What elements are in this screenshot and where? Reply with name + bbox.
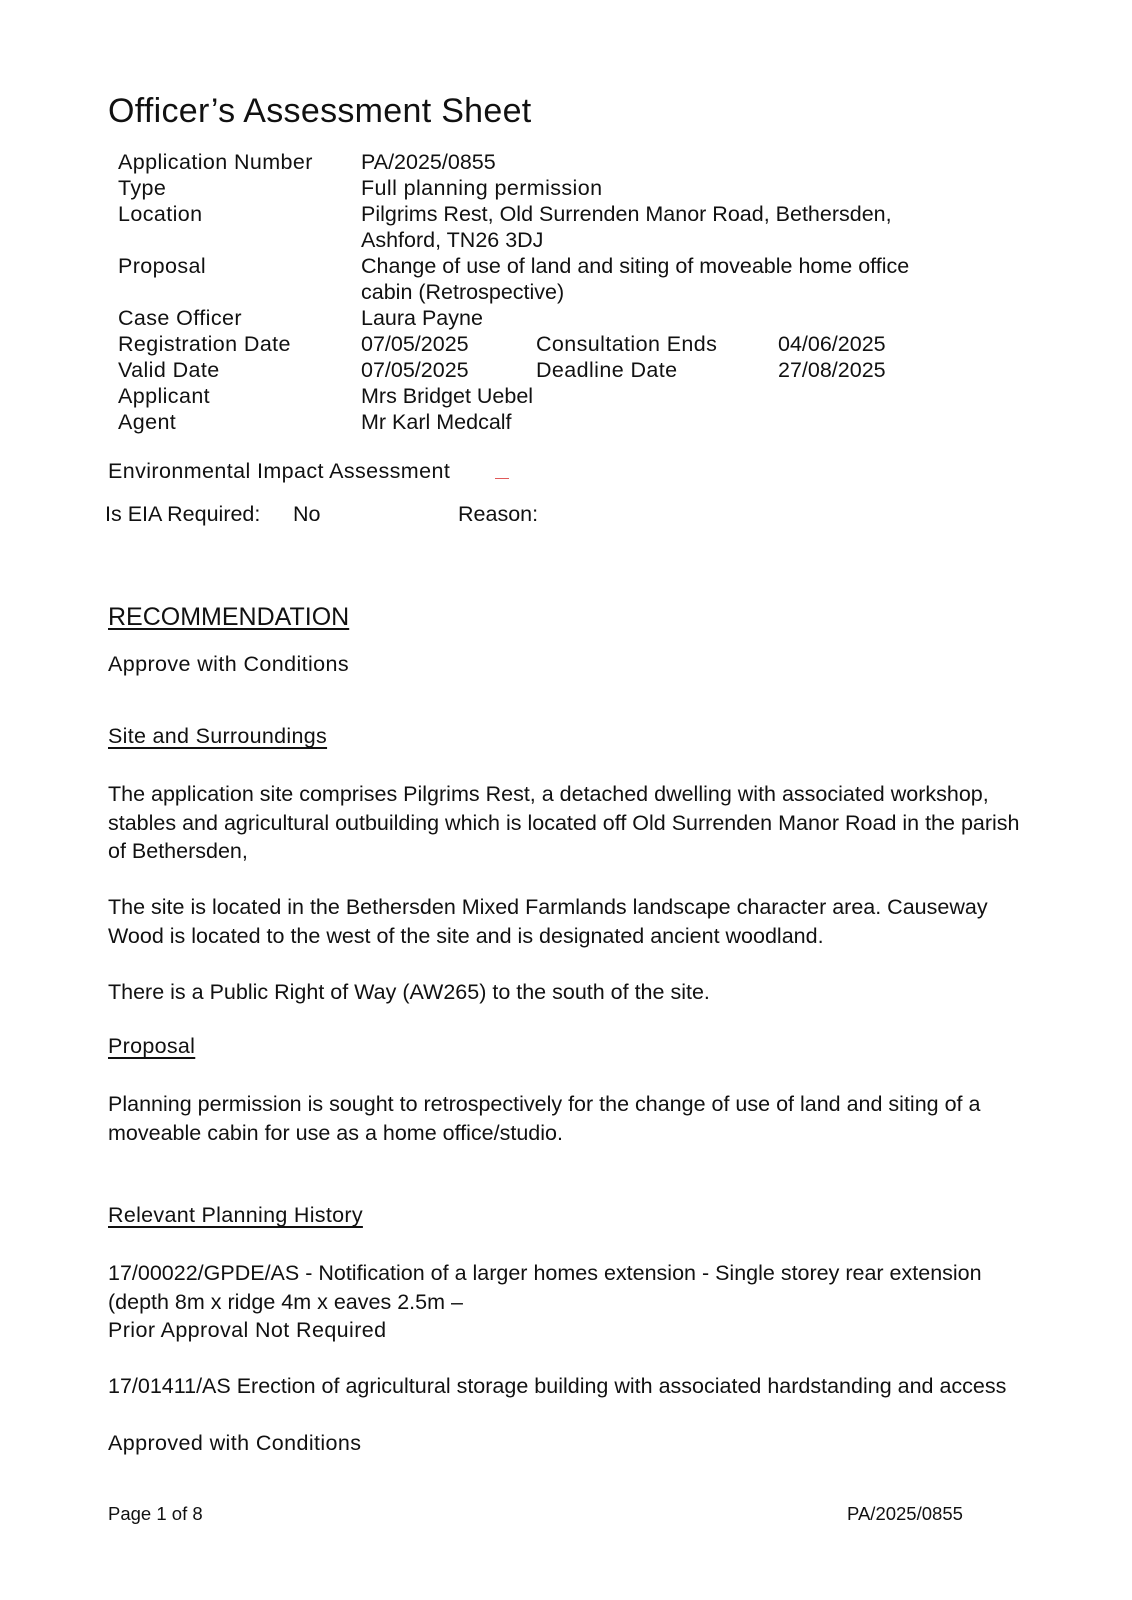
type-label: Type <box>118 176 167 200</box>
history-item-status: Approved with Conditions <box>108 1431 362 1455</box>
proposal-heading: Proposal <box>108 1034 196 1058</box>
eia-heading: Environmental Impact Assessment <box>108 459 451 483</box>
location-value: Pilgrims Rest, Old Surrenden Manor Road, Bethersden, Ashford, TN26 3DJ <box>361 202 892 252</box>
site-heading: Site and Surroundings <box>108 724 328 748</box>
deadline-date-label: Deadline Date <box>536 358 678 382</box>
footer-reference: PA/2025/0855 <box>847 1503 963 1524</box>
valid-date-label: Valid Date <box>118 358 220 382</box>
eia-reason-label: Reason: <box>458 502 539 526</box>
history-item-text: 17/00022/GPDE/AS - Notification of a larger homes extension - Single storey rear extension (depth 8m x ridge 4m x eaves 2.5m – <box>108 1261 982 1314</box>
proposal-label: Proposal <box>118 254 207 278</box>
recommendation-heading: RECOMMENDATION <box>108 603 350 631</box>
registration-date-value: 07/05/2025 <box>361 332 469 356</box>
consultation-ends-label: Consultation Ends <box>536 332 718 356</box>
history-item-status: Prior Approval Not Required <box>108 1318 387 1342</box>
page-title: Officer’s Assessment Sheet <box>108 92 532 130</box>
valid-date-value: 07/05/2025 <box>361 358 469 382</box>
applicant-label: Applicant <box>118 384 211 408</box>
site-paragraph: The application site comprises Pilgrims Rest, a detached dwelling with associated workshop, stables and agricultural outbuilding which is located off Old Surrenden Manor Road in the parish of Bethersden, <box>108 782 1020 863</box>
history-heading: Relevant Planning History <box>108 1203 363 1227</box>
eia-required-value: No <box>293 502 321 526</box>
history-item-text: 17/01411/AS Erection of agricultural storage building with associated hardstanding and access <box>108 1374 1007 1398</box>
page-number: Page 1 of 8 <box>108 1503 203 1524</box>
agent-label: Agent <box>118 410 177 434</box>
red-mark <box>495 478 509 479</box>
deadline-date-value: 27/08/2025 <box>778 358 886 382</box>
location-label: Location <box>118 202 203 226</box>
agent-value: Mr Karl Medcalf <box>361 410 512 434</box>
registration-date-label: Registration Date <box>118 332 291 356</box>
case-officer-value: Laura Payne <box>361 306 483 330</box>
site-paragraph: There is a Public Right of Way (AW265) to the south of the site. <box>108 980 710 1004</box>
proposal-value: Change of use of land and siting of moveable home office cabin (Retrospective) <box>361 254 910 304</box>
consultation-ends-value: 04/06/2025 <box>778 332 886 356</box>
eia-required-label: Is EIA Required: <box>105 502 261 526</box>
case-officer-label: Case Officer <box>118 306 242 330</box>
application-number-label: Application Number <box>118 150 313 174</box>
recommendation-text: Approve with Conditions <box>108 652 350 676</box>
application-number-value: PA/2025/0855 <box>361 150 496 174</box>
applicant-value: Mrs Bridget Uebel <box>361 384 534 408</box>
site-paragraph: The site is located in the Bethersden Mixed Farmlands landscape character area. Causeway Wood is located to the west of the site and is designated ancient woodland. <box>108 895 988 948</box>
type-value: Full planning permission <box>361 176 603 200</box>
proposal-text: Planning permission is sought to retrospectively for the change of use of land and siting of a moveable cabin for use as a home office/studio. <box>108 1092 981 1145</box>
